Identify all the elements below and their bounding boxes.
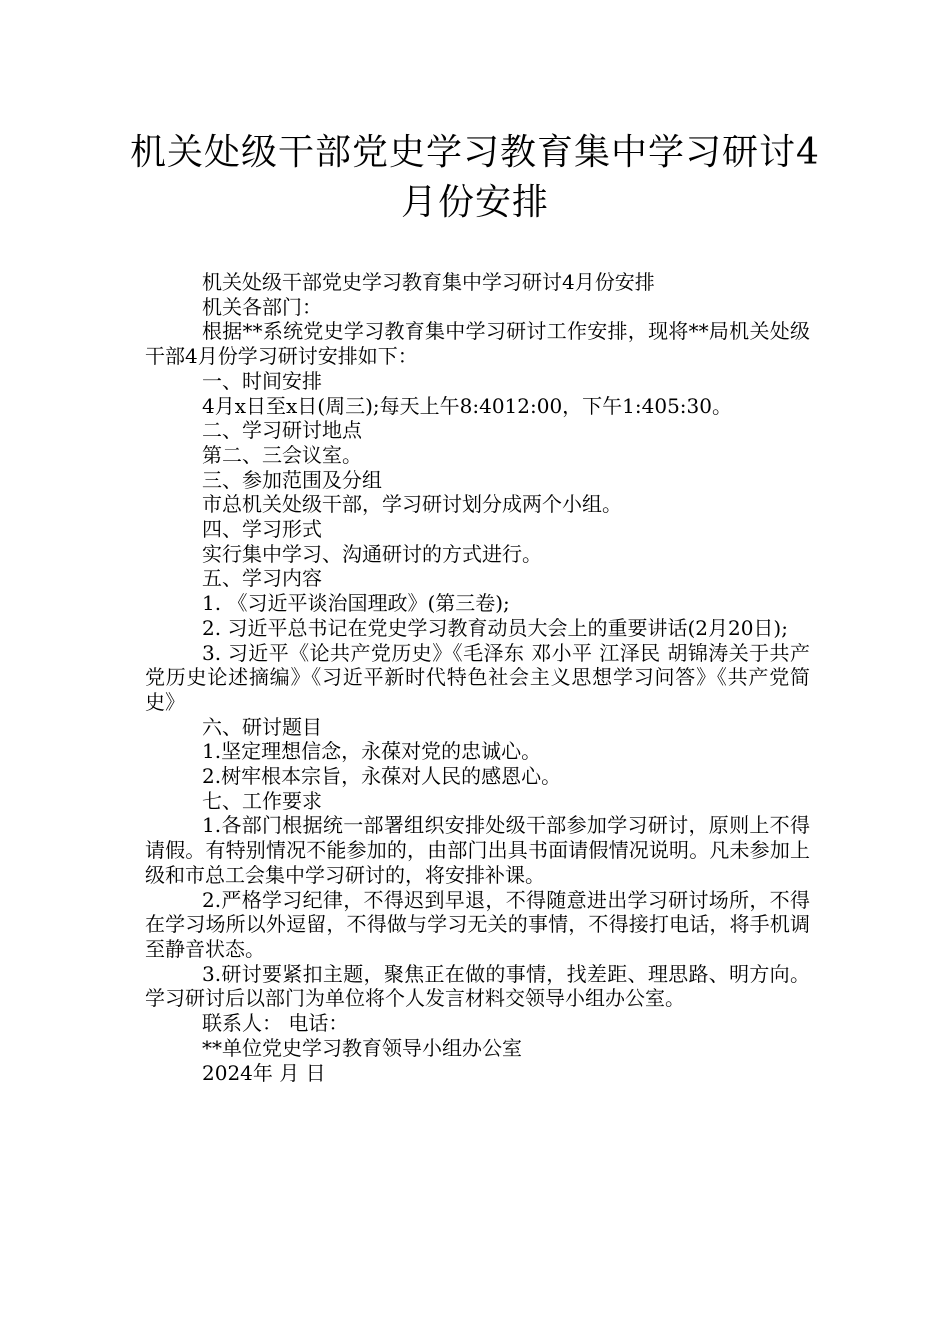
requirement-item-3: 3.研讨要紧扣主题，聚焦正在做的事情，找差距、理思路、明方向。学习研讨后以部门为单位将个人发言材料交领导小组办公室。 bbox=[145, 961, 810, 1011]
title-line-1: 机关处级干部党史学习教育集中学习研讨4 bbox=[130, 132, 820, 173]
section-heading-requirements: 七、工作要求 bbox=[202, 788, 322, 813]
content-item-2: 2. 习近平总书记在党史学习教育动员大会上的重要讲话(2月20日); bbox=[202, 615, 788, 640]
requirement-item-2: 2.严格学习纪律，不得迟到早退，不得随意进出学习研讨场所，不得在学习场所以外逗留，不得做与学习无关的事情，不得接打电话，将手机调至静音状态。 bbox=[145, 887, 810, 961]
requirement-item-1: 1.各部门根据统一部署组织安排处级干部参加学习研讨，原则上不得请假。有特别情况不能参加的，由部门出具书面请假情况说明。凡未参加上级和市总工会集中学习研讨的，将安排补课。 bbox=[145, 813, 810, 887]
section-heading-form: 四、学习形式 bbox=[202, 517, 322, 542]
document-body bbox=[145, 270, 810, 1085]
contact-line: 联系人： 电话： bbox=[202, 1011, 349, 1036]
date-line: 2024年 月 日 bbox=[202, 1060, 326, 1085]
subject-line: 机关处级干部党史学习教育集中学习研讨4月份安排 bbox=[202, 270, 655, 294]
time-detail: 4月x日至x日(周三);每天上午8:4012:00，下午1:405:30。 bbox=[202, 393, 732, 418]
section-heading-topics: 六、研讨题目 bbox=[202, 714, 322, 739]
scope-detail: 市总机关处级干部，学习研讨划分成两个小组。 bbox=[202, 492, 622, 517]
section-heading-time: 一、时间安排 bbox=[202, 368, 322, 393]
document-title bbox=[120, 128, 830, 228]
section-heading-location: 二、学习研讨地点 bbox=[202, 418, 362, 443]
issuer-line: **单位党史学习教育领导小组办公室 bbox=[202, 1035, 522, 1060]
form-detail: 实行集中学习、沟通研讨的方式进行。 bbox=[202, 541, 542, 566]
location-detail: 第二、三会议室。 bbox=[202, 442, 362, 467]
topic-item-2: 2.树牢根本宗旨，永葆对人民的感恩心。 bbox=[202, 764, 562, 789]
intro-paragraph: 根据**系统党史学习教育集中学习研讨工作安排，现将**局机关处级干部4月份学习研讨安排如下： bbox=[145, 319, 810, 369]
topic-item-1: 1.坚定理想信念，永葆对党的忠诚心。 bbox=[202, 739, 542, 764]
content-item-1: 1. 《习近平谈治国理政》(第三卷); bbox=[202, 591, 510, 616]
content-item-3: 3. 习近平《论共产党历史》《毛泽东 邓小平 江泽民 胡锦涛关于共产党历史论述摘编》《习近平新时代特色社会主义思想学习问答》《共产党简史》 bbox=[145, 640, 810, 714]
section-heading-scope: 三、参加范围及分组 bbox=[202, 467, 382, 492]
title-line-2: 月份安排 bbox=[400, 182, 549, 223]
salutation: 机关各部门： bbox=[202, 294, 322, 319]
section-heading-content: 五、学习内容 bbox=[202, 566, 322, 591]
